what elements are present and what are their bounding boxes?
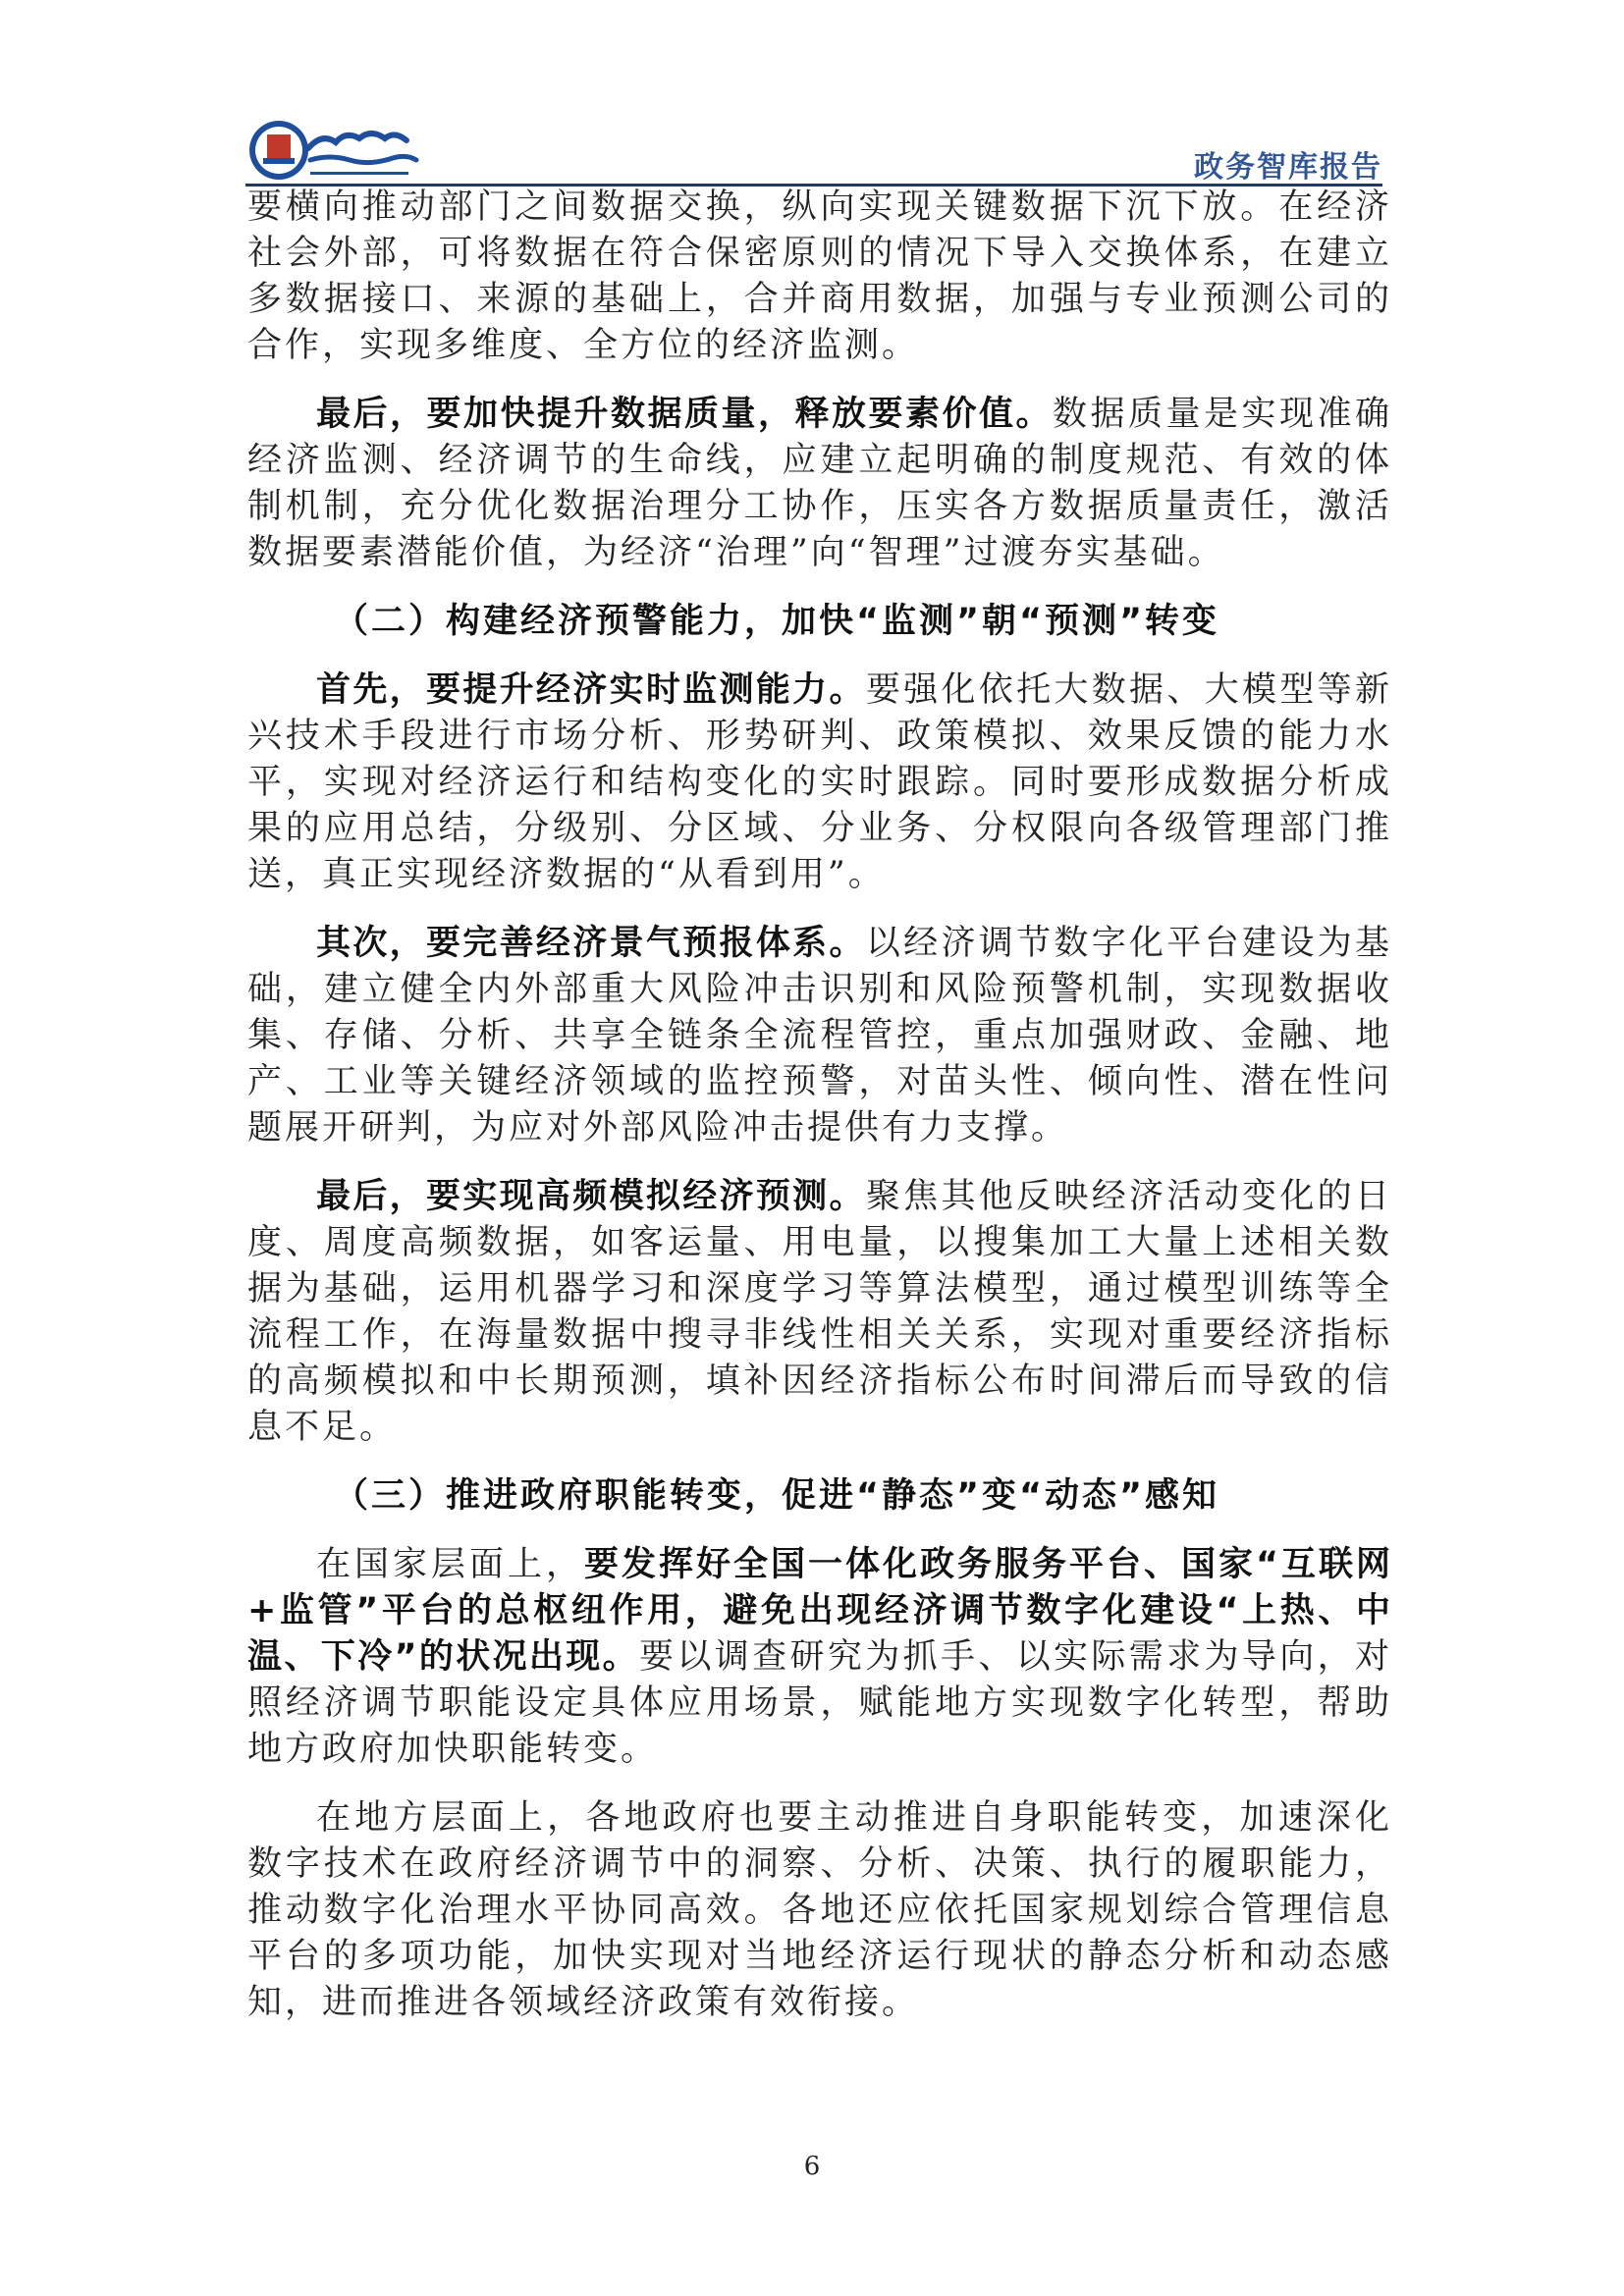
paragraph-body-high-frequency: 聚焦其他反映经济活动变化的日度、周度高频数据，如客运量、用电量，以搜集加工大量上述相关数据为基础，运用机器学习和深度学习等算法模型，通过模型训练等全流程工作，在海量数据中搜寻非线性相关关系，实现对重要经济指标的高频模拟和中长期预测，填补因经济指标公布时间滞后而导致的信息不足。 xyxy=(247,1177,1392,1447)
paragraph-data-quality xyxy=(247,392,1392,576)
report-series-title: 政务智库报告 xyxy=(1194,150,1382,185)
page-number: 6 xyxy=(803,2152,821,2181)
paragraph-national-level xyxy=(247,1542,1392,1773)
paragraph-forecast-system xyxy=(247,921,1392,1151)
section-heading-3: （三）推进政府职能转变，促进“静态”变“动态”感知 xyxy=(334,1476,1220,1516)
paragraph-data-exchange: 要横向推动部门之间数据交换，纵向实现关键数据下沉下放。在经济社会外部，可将数据在符合保密原则的情况下导入交换体系，在建立多数据接口、来源的基础上，合并商用数据，加强与专业预测公司的合作，实现多维度、全方位的经济监测。 xyxy=(247,187,1392,365)
paragraph-high-frequency xyxy=(247,1174,1392,1451)
paragraph-lead-forecast-system: 其次，要完善经济景气预报体系。 xyxy=(316,924,866,963)
paragraph-realtime-monitoring xyxy=(247,667,1392,898)
paragraph-body-data-quality: 数据质量是实现准确经济监测、经济调节的生命线，应建立起明确的制度规范、有效的体制机制，充分优化数据治理分工协作，压实各方数据质量责任，激活数据要素潜能价值，为经济“治理”向“智理”过渡夯实基础。 xyxy=(247,395,1392,572)
paragraph-lead-data-quality: 最后，要加快提升数据质量，释放要素价值。 xyxy=(316,395,1053,434)
page-header xyxy=(245,113,1382,191)
section-heading-2: （二）构建经济预警能力，加快“监测”朝“预测”转变 xyxy=(334,602,1220,641)
page-content xyxy=(247,185,1392,2049)
paragraph-lead-high-frequency: 最后，要实现高频模拟经济预测。 xyxy=(316,1177,866,1216)
paragraph-body-realtime-monitoring: 要强化依托大数据、大模型等新兴技术手段进行市场分析、形势研判、政策模拟、效果反馈的能力水平，实现对经济运行和结构变化的实时跟踪。同时要形成数据分析成果的应用总结，分级别、分区域、分业务、分权限向各级管理部门推送，真正实现经济数据的“从看到用”。 xyxy=(247,670,1392,894)
paragraph-lead-realtime-monitoring: 首先，要提升经济实时监测能力。 xyxy=(316,670,866,710)
xinhua-logo xyxy=(245,115,432,186)
paragraph-lead-national-level: 要发挥好全国一体化政务服务平台、国家“互联网+监管”平台的总枢纽作用，避免出现经济调节数字化建设“上热、中温、下冷”的状况出现。 xyxy=(247,1545,1392,1677)
paragraph-prefix-national-level: 在国家层面上， xyxy=(316,1545,584,1584)
paragraph-local-level: 在地方层面上，各地政府也要主动推进自身职能转变，加速深化数字技术在政府经济调节中的洞察、分析、决策、执行的履职能力，推动数字化治理水平协同高效。各地还应依托国家规划综合管理信息平台的多项功能，加快实现对当地经济运行现状的静态分析和动态感知，进而推进各领域经济政策有效衔接。 xyxy=(247,1798,1392,2022)
paragraph-body-forecast-system: 以经济调节数字化平台建设为基础，建立健全内外部重大风险冲击识别和风险预警机制，实现数据收集、存储、分析、共享全链条全流程管控，重点加强财政、金融、地产、工业等关键经济领域的监控预警，对苗头性、倾向性、潜在性问题展开研判，为应对外部风险冲击提供有力支撑。 xyxy=(247,924,1392,1148)
paragraph-body-national-level: 要以调查研究为抓手、以实际需求为导向，对照经济调节职能设定具体应用场景，赋能地方实现数字化转型，帮助地方政府加快职能转变。 xyxy=(247,1637,1392,1769)
